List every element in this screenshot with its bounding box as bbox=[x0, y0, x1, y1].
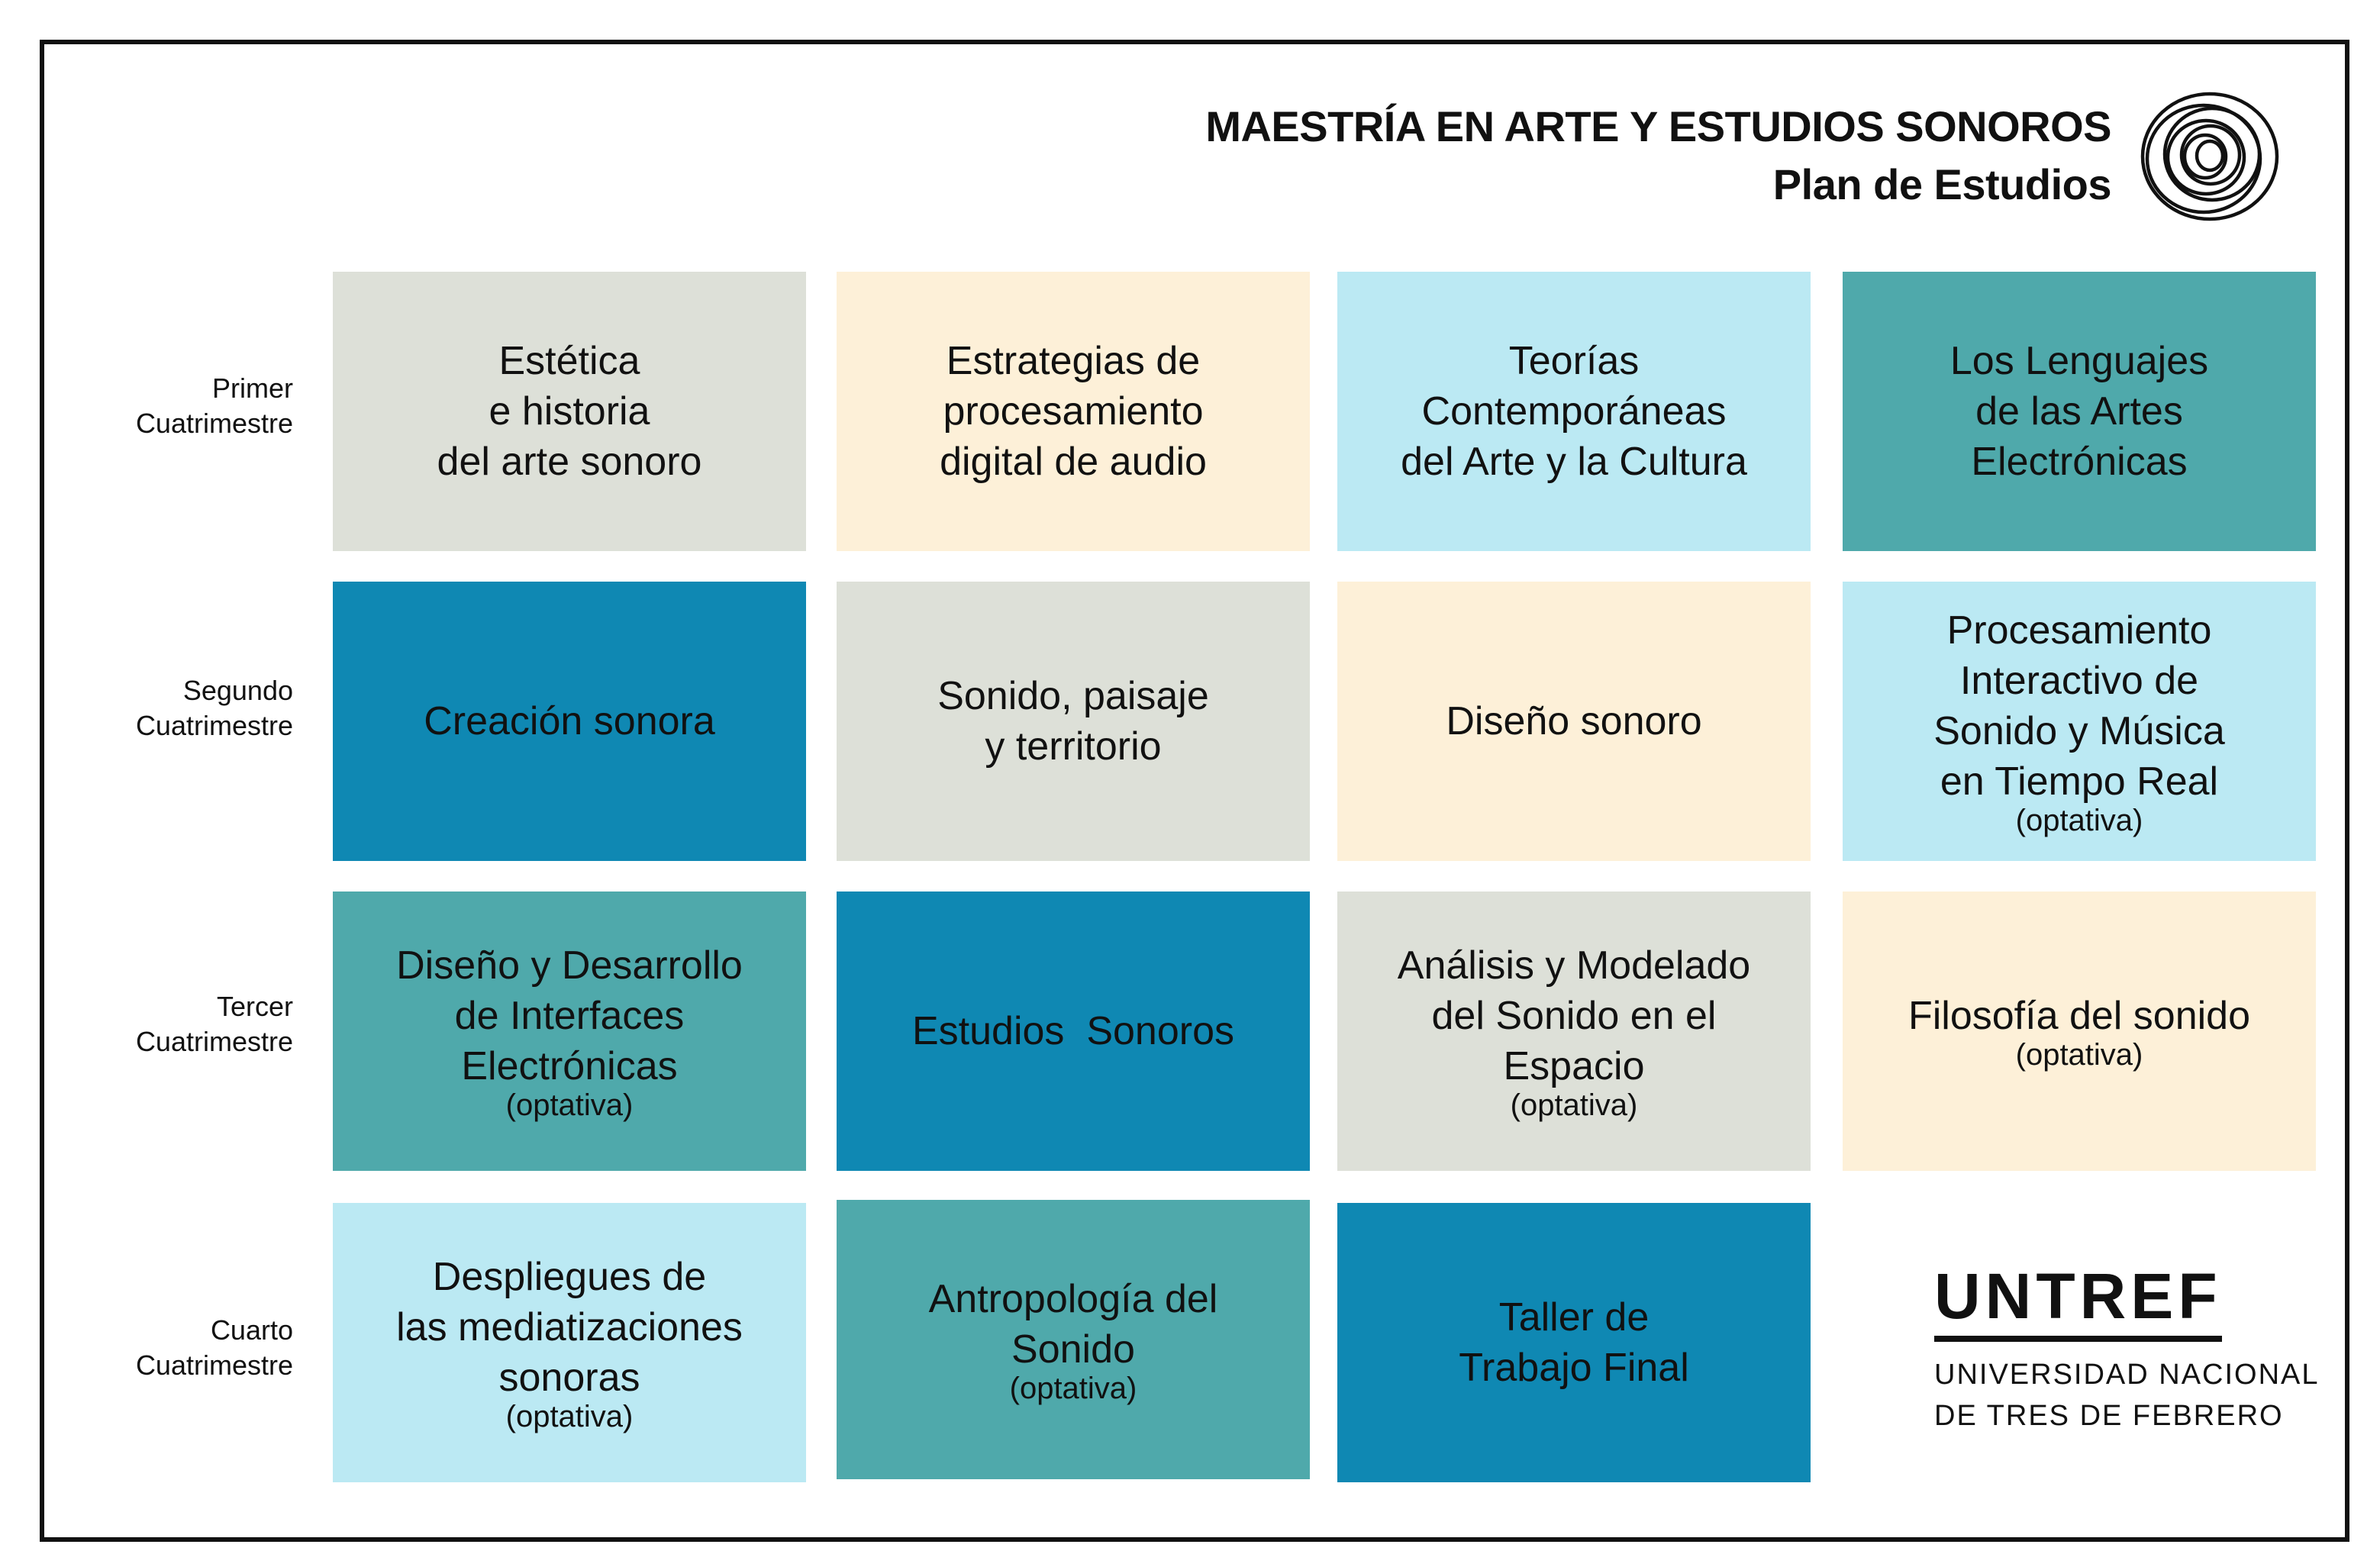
course-analisis-modelado bbox=[1337, 892, 1811, 1171]
row-label-third bbox=[76, 989, 293, 1059]
course-name: Sonido, paisaje y territorio bbox=[937, 674, 1209, 769]
course-procesamiento-digital bbox=[837, 272, 1310, 551]
course-name: Teorías Contemporáneas del Arte y la Cultura bbox=[1401, 339, 1747, 484]
institution-logo bbox=[1934, 1260, 2320, 1436]
course-teorias-contemporaneas bbox=[1337, 272, 1811, 551]
course-diseno-interfaces bbox=[333, 892, 806, 1171]
course-name: Estrategias de procesamiento digital de audio bbox=[940, 339, 1207, 484]
course-name: Taller de Trabajo Final bbox=[1459, 1295, 1689, 1390]
course-filosofia-sonido bbox=[1843, 892, 2316, 1171]
optional-note: (optativa) bbox=[1510, 1088, 1638, 1122]
course-name: Análisis y Modelado del Sonido en el Espacio bbox=[1397, 943, 1751, 1088]
optional-note: (optativa) bbox=[2015, 804, 2143, 837]
institution-brand: UNTREF bbox=[1934, 1264, 2222, 1342]
course-estetica-historia bbox=[333, 272, 806, 551]
row-label-first bbox=[76, 371, 293, 441]
course-procesamiento-interactivo bbox=[1843, 582, 2316, 861]
program-title: MAESTRÍA EN ARTE Y ESTUDIOS SONOROS bbox=[1205, 102, 2111, 150]
institution-name-line1: UNIVERSIDAD NACIONAL bbox=[1934, 1359, 2320, 1391]
course-name: Antropología del Sonido bbox=[928, 1277, 1218, 1372]
row-label-text: Tercer Cuatrimestre bbox=[135, 991, 293, 1057]
institution-name-line2: DE TRES DE FEBRERO bbox=[1934, 1400, 2284, 1432]
course-antropologia-sonido bbox=[837, 1200, 1310, 1479]
course-taller-trabajo-final bbox=[1337, 1203, 1811, 1482]
course-name: Estudios Sonoros bbox=[911, 1009, 1235, 1053]
course-estudios-sonoros bbox=[837, 892, 1310, 1171]
course-sonido-paisaje bbox=[837, 582, 1310, 861]
optional-note: (optativa) bbox=[505, 1088, 634, 1122]
row-label-text: Cuarto Cuatrimestre bbox=[135, 1314, 293, 1381]
course-lenguajes-artes bbox=[1843, 272, 2316, 551]
optional-note: (optativa) bbox=[2015, 1038, 2143, 1072]
course-name: Filosofía del sonido bbox=[1908, 994, 2251, 1038]
course-name: Los Lenguajes de las Artes Electrónicas bbox=[1949, 339, 2209, 484]
header bbox=[1205, 98, 2111, 214]
optional-note: (optativa) bbox=[1009, 1372, 1137, 1405]
program-subtitle: Plan de Estudios bbox=[1772, 160, 2111, 208]
row-label-fourth bbox=[76, 1313, 293, 1383]
course-creacion-sonora bbox=[333, 582, 806, 861]
course-diseno-sonoro bbox=[1337, 582, 1811, 861]
optional-note: (optativa) bbox=[505, 1400, 634, 1433]
course-name: Procesamiento Interactivo de Sonido y Música en Tiempo Real bbox=[1933, 608, 2225, 804]
concentric-rings-icon bbox=[2137, 89, 2282, 224]
course-name: Diseño y Desarrollo de Interfaces Electrónicas bbox=[396, 943, 743, 1088]
course-name: Diseño sonoro bbox=[1446, 699, 1702, 743]
course-name: Despliegues de las mediatizaciones sonoras bbox=[396, 1255, 743, 1400]
course-name: Creación sonora bbox=[424, 699, 715, 743]
course-name: Estética e historia del arte sonoro bbox=[437, 339, 702, 484]
course-despliegues-mediatizaciones bbox=[333, 1203, 806, 1482]
row-label-text: Primer Cuatrimestre bbox=[135, 372, 293, 439]
row-label-text: Segundo Cuatrimestre bbox=[135, 675, 293, 741]
row-label-second bbox=[76, 673, 293, 743]
